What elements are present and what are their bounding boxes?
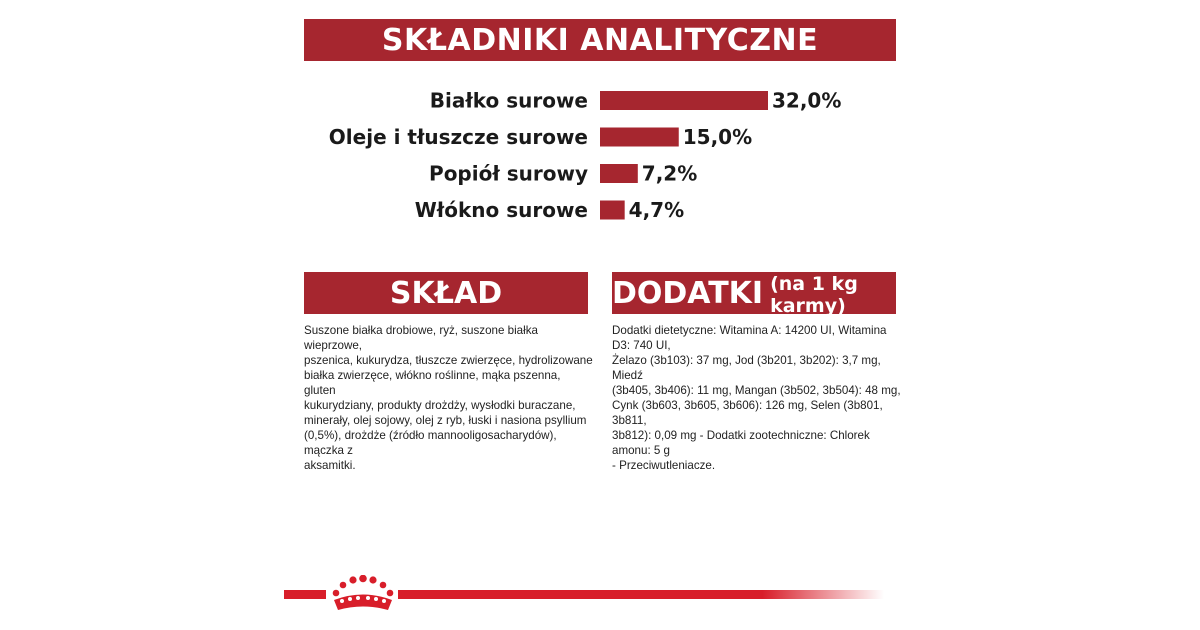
additives-subtitle: (na 1 kg karmy)	[770, 273, 858, 317]
bar-category-label: Włókno surowe	[414, 198, 588, 222]
bar-category-label: Białko surowe	[429, 88, 588, 113]
analytic-components-title: SKŁADNIKI ANALITYCZNE	[381, 22, 819, 58]
bar-category-label: Oleje i tłuszcze surowe	[328, 125, 588, 149]
composition-text: Suszone białka drobiowe, ryż, suszone białka wieprzowe, pszenica, kukurydza, tłuszcze zwierzęce, hydrolizowane białka zwierzęce, włókno roślinne, mąka pszenna, gluten kukurydziany, produkty drożdży, wysłodki buraczane, minerały, olej sojowy, olej z ryb, łuski i nasiona psyllium (0,5%), drożdże (źródło mannooligosacharydów), mączka z aksamitki.	[304, 324, 593, 472]
bar-value-label: 15,0%	[682, 125, 753, 149]
additives-banner	[612, 272, 896, 317]
analytic-components-banner	[304, 19, 896, 61]
bar	[600, 201, 625, 220]
additives-title: DODATKI	[612, 275, 764, 311]
bar	[600, 128, 679, 147]
composition-banner	[304, 272, 588, 314]
nutrient-bar-chart	[304, 80, 896, 230]
royal-crown-icon	[333, 575, 394, 610]
bar	[600, 164, 638, 183]
additives-text: Dodatki dietetyczne: Witamina A: 14200 UI, Witamina D3: 740 UI, Żelazo (3b103): 37 mg, Jod (3b201, 3b202): 3,7 mg, Miedź (3b405, 3b406): 11 mg, Mangan (3b502, 3b504): 48 mg, Cynk (3b603, 3b605, 3b606): 126 mg, Selen (3b801, 3b811, 3b812): 0,09 mg - Dodatki zootechniczne: Chlorek amonu: 5 g - Przeciwutleniacze.	[612, 324, 901, 472]
bar-value-label: 32,0%	[772, 88, 842, 113]
bar-category-label: Popiół surowy	[429, 161, 588, 186]
footer-line-left	[284, 590, 326, 599]
composition-title: SKŁAD	[389, 275, 503, 311]
bar-value-label: 4,7%	[628, 198, 685, 222]
bar	[600, 91, 768, 110]
footer-line-right	[398, 590, 884, 599]
footer-brand-strip	[284, 575, 884, 615]
bar-value-label: 7,2%	[641, 161, 698, 186]
